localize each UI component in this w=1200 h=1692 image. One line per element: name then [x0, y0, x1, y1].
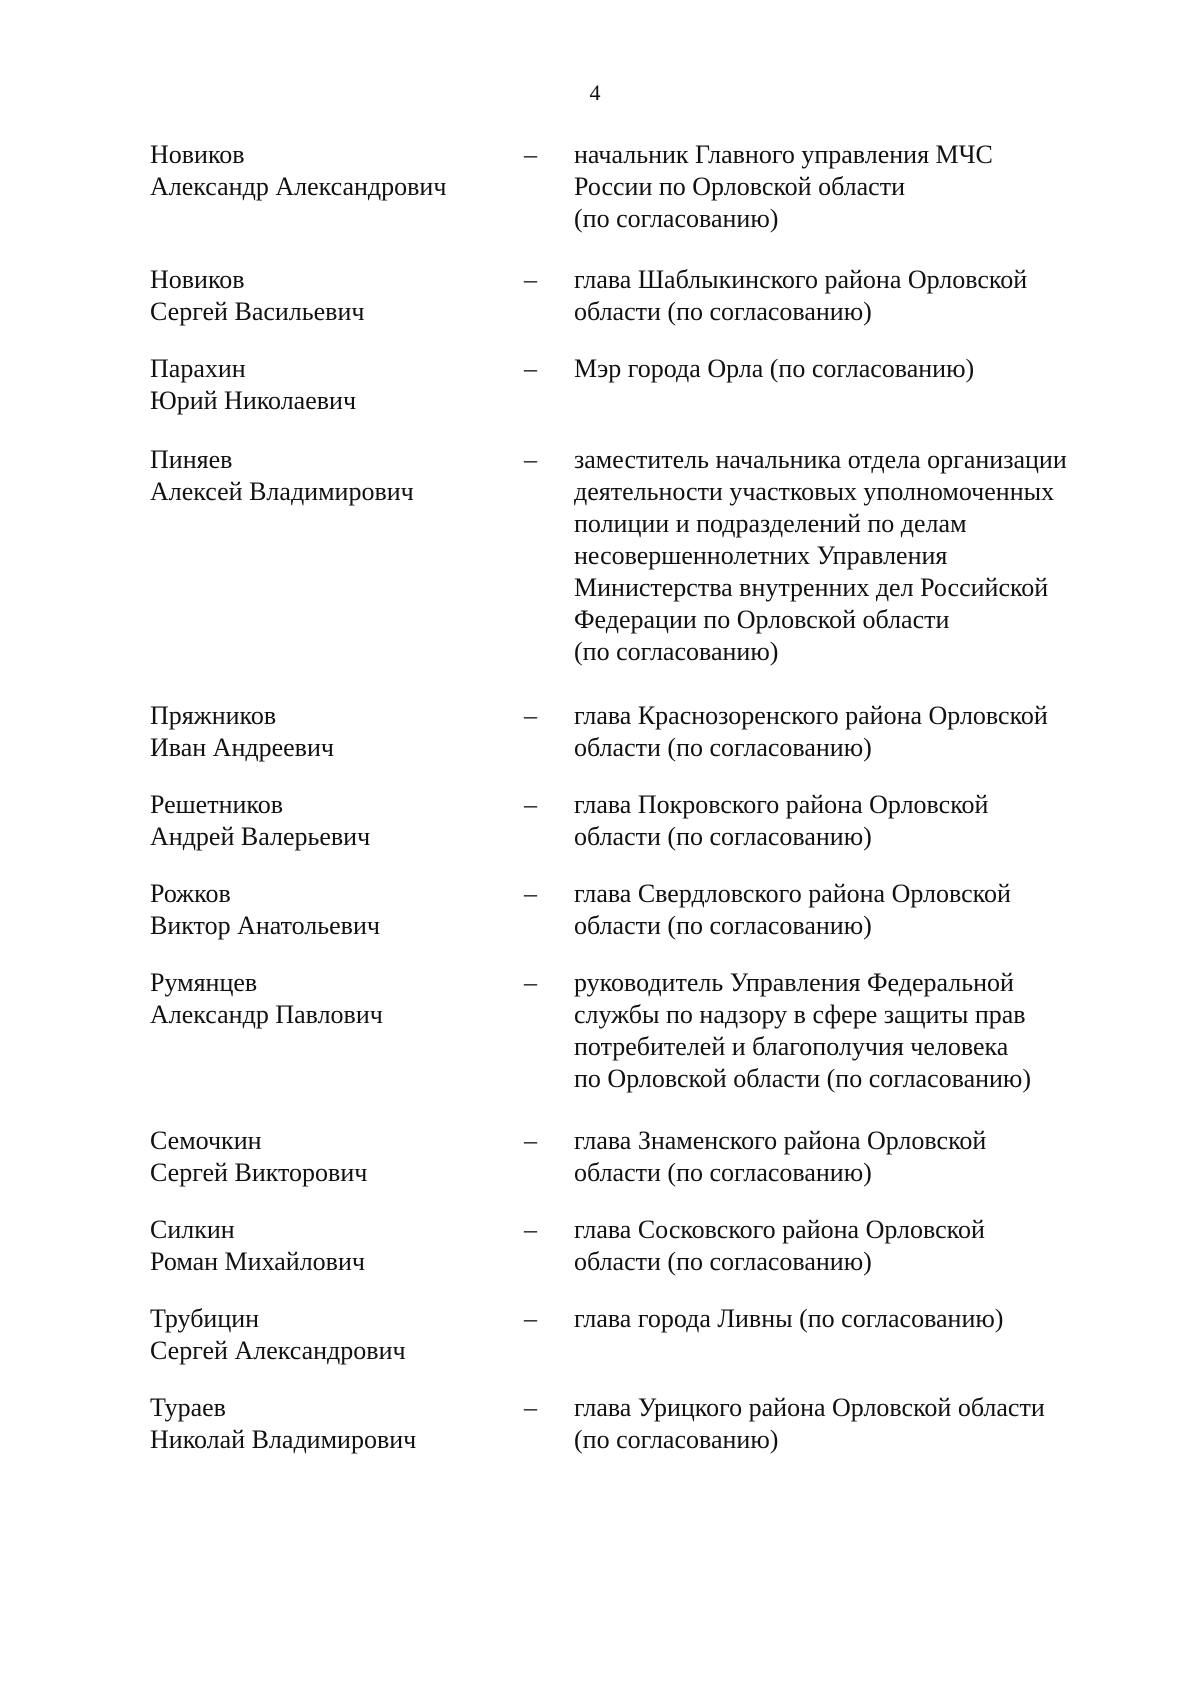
member-surname: Румянцев	[150, 968, 258, 997]
list-item	[150, 1125, 1120, 1189]
list-item	[150, 1392, 1120, 1456]
member-surname: Пряжников	[150, 701, 277, 730]
member-role	[574, 1214, 1120, 1278]
role-line: области (по согласованию)	[574, 1247, 872, 1276]
role-line: глава города Ливны (по согласованию)	[574, 1304, 1004, 1333]
dash-separator: –	[524, 790, 537, 819]
role-line: России по Орловской области	[574, 172, 905, 201]
member-given-name: Роман Михайлович	[150, 1247, 365, 1276]
role-line: потребителей и благополучия человека	[574, 1032, 1009, 1061]
role-line: службы по надзору в сфере защиты прав	[574, 1000, 1026, 1029]
member-name	[150, 444, 524, 668]
list-item	[150, 353, 1120, 417]
member-name	[150, 1214, 524, 1278]
member-given-name: Андрей Валерьевич	[150, 822, 371, 851]
member-role	[574, 878, 1120, 942]
role-line: глава Краснозоренского района Орловской	[574, 701, 1048, 730]
member-role	[574, 1125, 1120, 1189]
member-surname: Новиков	[150, 265, 245, 294]
role-line: глава Покровского района Орловской	[574, 790, 989, 819]
role-line: области (по согласованию)	[574, 911, 872, 940]
list-item	[150, 1214, 1120, 1278]
page-number: 4	[589, 80, 601, 105]
dash-separator: –	[524, 265, 537, 294]
role-line: области (по согласованию)	[574, 297, 872, 326]
member-given-name: Юрий Николаевич	[150, 386, 357, 415]
list-item	[150, 700, 1120, 764]
role-line: начальник Главного управления МЧС	[574, 140, 993, 169]
member-given-name: Александр Александрович	[150, 172, 447, 201]
member-name	[150, 264, 524, 328]
member-name	[150, 1303, 524, 1367]
member-name	[150, 789, 524, 853]
member-list	[150, 139, 1120, 1456]
role-line: (по согласованию)	[574, 204, 779, 233]
role-line: (по согласованию)	[574, 637, 779, 666]
dash-separator: –	[524, 445, 537, 474]
member-role	[574, 444, 1120, 668]
list-item	[150, 878, 1120, 942]
member-surname: Тураев	[150, 1393, 226, 1422]
member-role	[574, 353, 1120, 417]
member-given-name: Сергей Александрович	[150, 1336, 406, 1365]
list-item	[150, 444, 1120, 668]
member-given-name: Сергей Викторович	[150, 1158, 368, 1187]
role-line: области (по согласованию)	[574, 1158, 872, 1187]
dash-separator: –	[524, 140, 537, 169]
member-name	[150, 1125, 524, 1189]
list-item	[150, 1303, 1120, 1367]
role-line: руководитель Управления Федеральной	[574, 968, 1014, 997]
member-name	[150, 139, 524, 235]
member-given-name: Сергей Васильевич	[150, 297, 365, 326]
dash-separator: –	[524, 701, 537, 730]
member-role	[574, 700, 1120, 764]
member-surname: Силкин	[150, 1215, 235, 1244]
member-surname: Семочкин	[150, 1126, 262, 1155]
role-line: глава Знаменского района Орловской	[574, 1126, 987, 1155]
role-line: полиции и подразделений по делам	[574, 509, 967, 538]
role-line: заместитель начальника отдела организации	[574, 445, 1067, 474]
member-role	[574, 139, 1120, 235]
member-role	[574, 789, 1120, 853]
dash-separator: –	[524, 1393, 537, 1422]
role-line: деятельности участковых уполномоченных	[574, 477, 1055, 506]
list-item	[150, 789, 1120, 853]
member-role	[574, 967, 1120, 1095]
member-role	[574, 264, 1120, 328]
role-line: глава Шаблыкинского района Орловской	[574, 265, 1028, 294]
member-name	[150, 878, 524, 942]
dash-separator: –	[524, 1126, 537, 1155]
member-role	[574, 1392, 1120, 1456]
role-line: области (по согласованию)	[574, 822, 872, 851]
dash-separator: –	[524, 1215, 537, 1244]
list-item	[150, 264, 1120, 328]
dash-separator: –	[524, 354, 537, 383]
list-item	[150, 139, 1120, 235]
role-line: по Орловской области (по согласованию)	[574, 1064, 1032, 1093]
member-surname: Рожков	[150, 879, 231, 908]
member-surname: Пиняев	[150, 445, 233, 474]
role-line: области (по согласованию)	[574, 733, 872, 762]
member-surname: Решетников	[150, 790, 283, 819]
member-role	[574, 1303, 1120, 1367]
list-item	[150, 967, 1120, 1095]
role-line: Министерства внутренних дел Российской	[574, 573, 1049, 602]
member-given-name: Алексей Владимирович	[150, 477, 414, 506]
member-surname: Новиков	[150, 140, 245, 169]
role-line: (по согласованию)	[574, 1425, 779, 1454]
member-name	[150, 1392, 524, 1456]
dash-separator: –	[524, 879, 537, 908]
role-line: глава Урицкого района Орловской области	[574, 1393, 1045, 1422]
member-surname: Парахин	[150, 354, 246, 383]
member-given-name: Виктор Анатольевич	[150, 911, 380, 940]
member-given-name: Николай Владимирович	[150, 1425, 417, 1454]
dash-separator: –	[524, 1304, 537, 1333]
member-given-name: Иван Андреевич	[150, 733, 334, 762]
member-name	[150, 700, 524, 764]
role-line: глава Сосковского района Орловской	[574, 1215, 985, 1244]
member-given-name: Александр Павлович	[150, 1000, 383, 1029]
role-line: Мэр города Орла (по согласованию)	[574, 354, 975, 383]
member-name	[150, 353, 524, 417]
member-surname: Трубицин	[150, 1304, 260, 1333]
member-name	[150, 967, 524, 1095]
role-line: Федерации по Орловской области	[574, 605, 950, 634]
role-line: несовершеннолетних Управления	[574, 541, 948, 570]
dash-separator: –	[524, 968, 537, 997]
role-line: глава Свердловского района Орловской	[574, 879, 1011, 908]
